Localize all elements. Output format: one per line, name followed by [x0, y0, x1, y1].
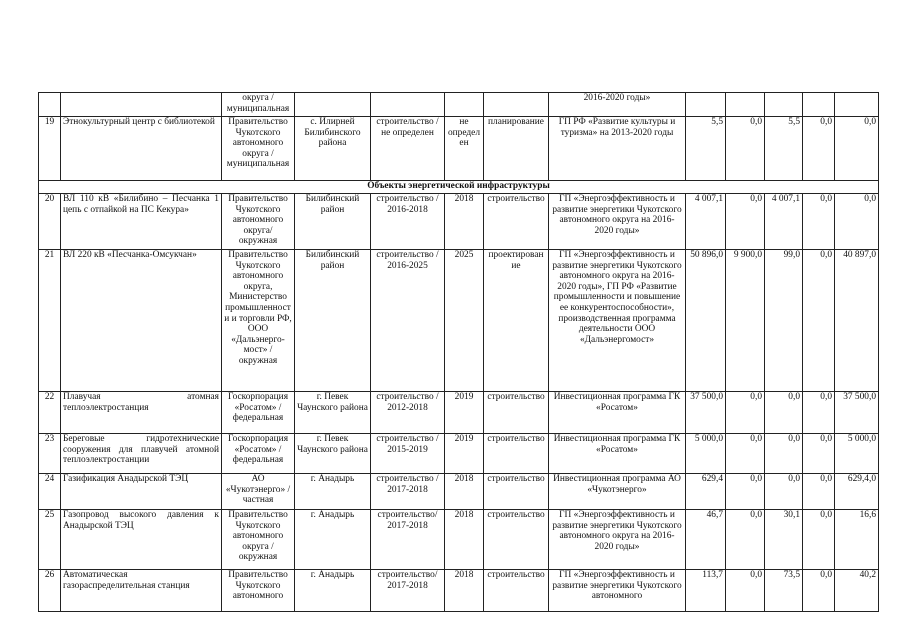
table-row [39, 510, 879, 570]
federal-cost-cell: 0,0 [726, 474, 765, 510]
owner-cell: Правительство Чукотского автономного округа, Министерство промышленности и торговли РФ, ООО «Дальэнерго-мост» / окружная [222, 250, 295, 392]
carry-over-row [39, 93, 879, 117]
stage-cell: планирование [484, 117, 549, 181]
table-row [39, 434, 879, 474]
table-row [39, 392, 879, 434]
owner-cell: Правительство Чукотского автономного округа / окружная [222, 510, 295, 570]
total-cost-cell: 5 000,0 [686, 434, 726, 474]
other-cost-cell: 5 000,0 [835, 434, 879, 474]
stage-cell: проектирование [484, 250, 549, 392]
program-cell: ГП «Энергоэффективность и развитие энергетики Чукотского автономного округа на 2016-2020 годы» [549, 510, 686, 570]
federal-cost-cell: 0,0 [726, 570, 765, 612]
row-number-cell: 26 [39, 570, 61, 612]
regional-cost-cell: 5,5 [765, 117, 803, 181]
stage-cell: строительство [484, 510, 549, 570]
owner-cell: Госкорпорация «Росатом» / федеральная [222, 434, 295, 474]
row-number-cell: 22 [39, 392, 61, 434]
owner-cell: АО «Чукотэнерго» / частная [222, 474, 295, 510]
stage-cell: строительство [484, 570, 549, 612]
object-name-cell: Газификация Анадырской ТЭЦ [61, 474, 222, 510]
municipal-cost-cell: 0,0 [803, 474, 835, 510]
federal-cost-cell: 0,0 [726, 194, 765, 250]
stage-cell: строительство [484, 194, 549, 250]
works-type-cell: строительство / 2016-2018 [371, 194, 445, 250]
object-name-cell: Плавучая атомная теплоэлектростанция [61, 392, 222, 434]
row-number-cell: 19 [39, 117, 61, 181]
federal-cost-cell: 0,0 [726, 434, 765, 474]
total-cost-cell: 37 500,0 [686, 392, 726, 434]
works-type-cell: строительство / 2016-2025 [371, 250, 445, 392]
program-cell: Инвестиционная программа АО «Чукотэнерго» [549, 474, 686, 510]
municipal-cost-cell: 0,0 [803, 194, 835, 250]
table-row [39, 474, 879, 510]
location-cell: г. Анадырь [295, 474, 371, 510]
stage-cell: строительство [484, 474, 549, 510]
other-cost-cell: 16,6 [835, 510, 879, 570]
object-name-cell: Береговые гидротехнические сооружения для плавучей атомной теплоэлектростанции [61, 434, 222, 474]
federal-cost-cell: 9 900,0 [726, 250, 765, 392]
location-cell: Билибинский район [295, 250, 371, 392]
object-name-cell: Автоматическая газораспределительная станция [61, 570, 222, 612]
total-cost-cell: 629,4 [686, 474, 726, 510]
federal-cost-cell: 0,0 [726, 117, 765, 181]
table-row [39, 570, 879, 612]
regional-cost-cell: 73,5 [765, 570, 803, 612]
section-header-row [39, 181, 879, 194]
completion-year-cell: 2019 [445, 392, 484, 434]
program-cell: Инвестиционная программа ГК «Росатом» [549, 434, 686, 474]
municipal-cost-cell: 0,0 [803, 250, 835, 392]
municipal-cost-cell: 0,0 [803, 392, 835, 434]
location-cell: г. Анадырь [295, 570, 371, 612]
table-row [39, 250, 879, 392]
object-name-cell: ВЛ 110 кВ «Билибино – Песчанка 1 цепь с отпайкой на ПС Кекура» [61, 194, 222, 250]
program-cell: ГП «Энергоэффективность и развитие энергетики Чукотского автономного [549, 570, 686, 612]
other-cost-cell: 0,0 [835, 117, 879, 181]
other-cost-cell: 40 897,0 [835, 250, 879, 392]
completion-year-cell: 2018 [445, 194, 484, 250]
municipal-cost-cell: 0,0 [803, 510, 835, 570]
owner-cell: Правительство Чукотского автономного округа/ окружная [222, 194, 295, 250]
object-name-cell: ВЛ 220 кВ «Песчанка-Омсукчан» [61, 250, 222, 392]
row-number-cell: 23 [39, 434, 61, 474]
regional-cost-cell: 30,1 [765, 510, 803, 570]
municipal-cost-cell: 0,0 [803, 434, 835, 474]
regional-cost-cell: 0,0 [765, 392, 803, 434]
row-number-cell: 25 [39, 510, 61, 570]
works-type-cell: строительство/ 2017-2018 [371, 510, 445, 570]
municipal-cost-cell: 0,0 [803, 570, 835, 612]
object-name-cell: Этнокультурный центр с библиотекой [61, 117, 222, 181]
completion-year-cell: не определен [445, 117, 484, 181]
regional-cost-cell: 0,0 [765, 474, 803, 510]
works-type-cell: строительство / 2015-2019 [371, 434, 445, 474]
regional-cost-cell: 99,0 [765, 250, 803, 392]
completion-year-cell: 2018 [445, 474, 484, 510]
location-cell: г. Анадырь [295, 510, 371, 570]
program-cell: ГП РФ «Развитие культуры и туризма» на 2013-2020 годы [549, 117, 686, 181]
completion-year-cell: 2018 [445, 570, 484, 612]
regional-cost-cell: 0,0 [765, 434, 803, 474]
table-row [39, 117, 879, 181]
location-cell: г. Певек Чаунского района [295, 392, 371, 434]
works-type-cell: строительство/ 2017-2018 [371, 570, 445, 612]
other-cost-cell: 37 500,0 [835, 392, 879, 434]
total-cost-cell: 113,7 [686, 570, 726, 612]
carry-owner-cell: округа / муниципальная [222, 93, 295, 117]
municipal-cost-cell: 0,0 [803, 117, 835, 181]
works-type-cell: строительство / 2012-2018 [371, 392, 445, 434]
stage-cell: строительство [484, 434, 549, 474]
table-row [39, 194, 879, 250]
program-cell: Инвестиционная программа ГК «Росатом» [549, 392, 686, 434]
works-type-cell: строительство / 2017-2018 [371, 474, 445, 510]
total-cost-cell: 4 007,1 [686, 194, 726, 250]
other-cost-cell: 40,2 [835, 570, 879, 612]
completion-year-cell: 2019 [445, 434, 484, 474]
location-cell: с. Илирней Билибинского района [295, 117, 371, 181]
completion-year-cell: 2025 [445, 250, 484, 392]
program-cell: ГП «Энергоэффективность и развитие энергетики Чукотского автономного округа на 2016-2020 годы» [549, 194, 686, 250]
total-cost-cell: 46,7 [686, 510, 726, 570]
completion-year-cell: 2018 [445, 510, 484, 570]
object-name-cell: Газопровод высокого давления к Анадырской ТЭЦ [61, 510, 222, 570]
row-number-cell: 21 [39, 250, 61, 392]
owner-cell: Правительство Чукотского автономного [222, 570, 295, 612]
row-number-cell: 20 [39, 194, 61, 250]
location-cell: г. Певек Чаунского района [295, 434, 371, 474]
works-type-cell: строительство / не определен [371, 117, 445, 181]
stage-cell: строительство [484, 392, 549, 434]
total-cost-cell: 50 896,0 [686, 250, 726, 392]
other-cost-cell: 0,0 [835, 194, 879, 250]
regional-cost-cell: 4 007,1 [765, 194, 803, 250]
owner-cell: Госкорпорация «Росатом» / федеральная [222, 392, 295, 434]
federal-cost-cell: 0,0 [726, 510, 765, 570]
infrastructure-table [38, 92, 879, 612]
carry-program-cell: 2016-2020 годы» [549, 93, 686, 117]
program-cell: ГП «Энергоэффективность и развитие энергетики Чукотского автономного округа на 2016-2020 годы», ГП РФ «Развитие промышленности и повышение ее конкурентоспособности», производственная программа деятельности ООО «Дальэнергомост» [549, 250, 686, 392]
location-cell: Билибинский район [295, 194, 371, 250]
section-title: Объекты энергетической инфраструктуры [39, 181, 879, 194]
row-number-cell: 24 [39, 474, 61, 510]
owner-cell: Правительство Чукотского автономного округа / муниципальная [222, 117, 295, 181]
federal-cost-cell: 0,0 [726, 392, 765, 434]
total-cost-cell: 5,5 [686, 117, 726, 181]
other-cost-cell: 629,4,0 [835, 474, 879, 510]
